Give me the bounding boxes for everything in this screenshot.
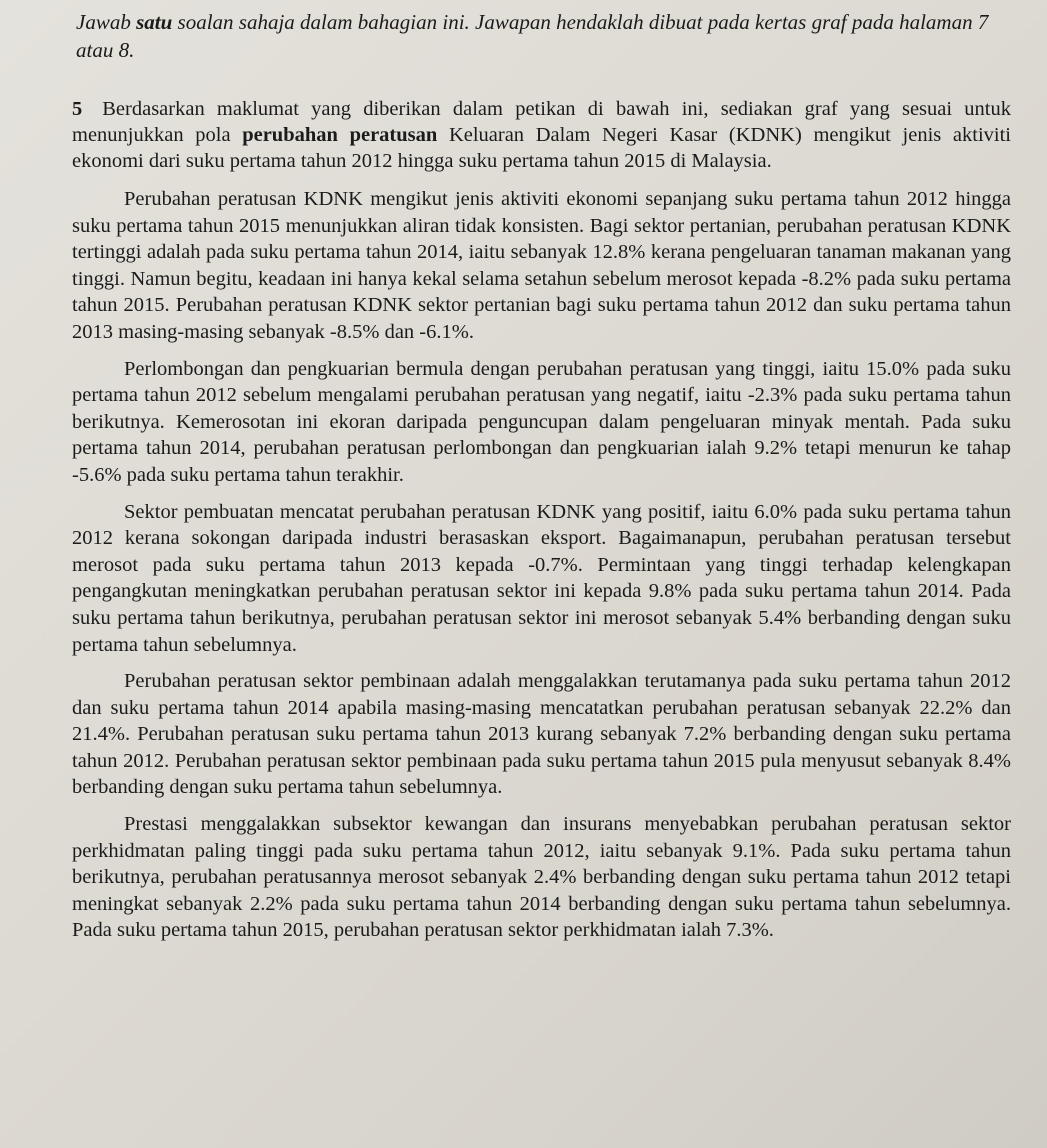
instruction-bold-satu: satu — [136, 10, 173, 34]
paragraph-perkhidmatan: Prestasi menggalakkan subsektor kewangan dan insurans menyebabkan perubahan peratusan sektor perkhidmatan paling tinggi pada suku pertama tahun 2012, iaitu sebanyak 9.1%. Pada suku pertama tahun berikutnya, perubahan peratusannya merosot sebanyak 2.4% berbanding dengan suku pertama tahun 2012 tetapi meningkat sebanyak 2.2% pada suku pertama tahun 2014 berbanding dengan suku pertama tahun sebelumnya. Pada suku pertama tahun 2015, perubahan peratusan sektor perkhidmatan ialah 7.3%. — [72, 813, 1011, 942]
instruction-text-1: Jawab — [76, 10, 137, 34]
paragraph-pembuatan: Sektor pembuatan mencatat perubahan peratusan KDNK yang positif, iaitu 6.0% pada suku pertama tahun 2012 kerana sokongan daripada industri berasaskan eksport. Bagaimanapun, perubahan peratusan tersebut merosot pada suku pertama tahun 2013 kepada -0.7%. Permintaan yang tinggi terhadap kelengkapan pengangkutan meningkatkan perubahan peratusan sektor ini kepada 9.8% pada suku pertama tahun 2014. Pada suku pertama tahun berikutnya, perubahan peratusan sektor ini merosot sebanyak 5.4% berbanding dengan suku pertama tahun sebelumnya. — [72, 500, 1011, 656]
question-bold-phrase: perubahan peratusan — [242, 124, 438, 146]
question-number: 5 — [72, 98, 83, 120]
question-text-1: Berdasarkan maklumat yang diberikan dalam petikan di bawah ini, sediakan graf yang sesuai untuk menunjukkan pola — [72, 98, 1011, 146]
paragraph-perlombongan: Perlombongan dan pengkuarian bermula dengan perubahan peratusan yang tinggi, iaitu 15.0% pada suku pertama tahun 2012 sebelum mengalami perubahan peratusan yang negatif, iaitu -2.3% pada suku pertama tahun berikutnya. Kemerosotan ini ekoran daripada penguncupan dalam pengeluaran minyak mentah. Pada suku pertama tahun 2014, perubahan peratusan perlombongan dan pengkuarian ialah 9.2% tetapi menurun ke tahap -5.6% pada suku pertama tahun terakhir. — [72, 357, 1011, 486]
instruction-text-3: 8. — [113, 38, 135, 62]
question-text-2: Keluaran Dalam Negeri Kasar (KDNK) mengikut jenis aktiviti ekonomi dari suku pertama tahun 2012 hingga suku pertama tahun 2015 di Malaysia. — [72, 124, 1011, 172]
paragraph-pertanian: Perubahan peratusan KDNK mengikut jenis aktiviti ekonomi sepanjang suku pertama tahun 2012 hingga suku pertama tahun 2015 menunjukkan aliran tidak konsisten. Bagi sektor pertanian, perubahan peratusan KDNK tertinggi adalah pada suku pertama tahun 2014, iaitu sebanyak 12.8% kerana pengeluaran tanaman makanan yang tinggi. Namun begitu, keadaan ini hanya kekal selama setahun sebelum merosot kepada -8.2% pada suku pertama tahun 2015. Perubahan peratusan KDNK sektor pertanian bagi suku pertama tahun 2012 dan suku pertama tahun 2013 masing-masing sebanyak -8.5% dan -6.1%. — [72, 188, 1011, 343]
instruction-text-2: soalan sahaja dalam bahagian ini. Jawapan hendaklah dibuat pada kertas graf pada halaman 7 — [172, 10, 989, 34]
paragraph-pembinaan: Perubahan peratusan sektor pembinaan adalah menggalakkan terutamanya pada suku pertama tahun 2012 dan suku pertama tahun 2014 apabila masing-masing mencatatkan perubahan peratusan sebanyak 22.2% dan 21.4%. Perubahan peratusan suku pertama tahun 2013 kurang sebanyak 7.2% berbanding dengan suku pertama tahun 2012. Perubahan peratusan sektor pembinaan pada suku pertama tahun 2015 pula menyusut sebanyak 8.4% berbanding dengan suku pertama tahun sebelumnya. — [72, 670, 1011, 799]
section-instruction — [76, 8, 1011, 64]
question-5 — [72, 96, 1011, 174]
instruction-atau: atau — [76, 38, 114, 62]
